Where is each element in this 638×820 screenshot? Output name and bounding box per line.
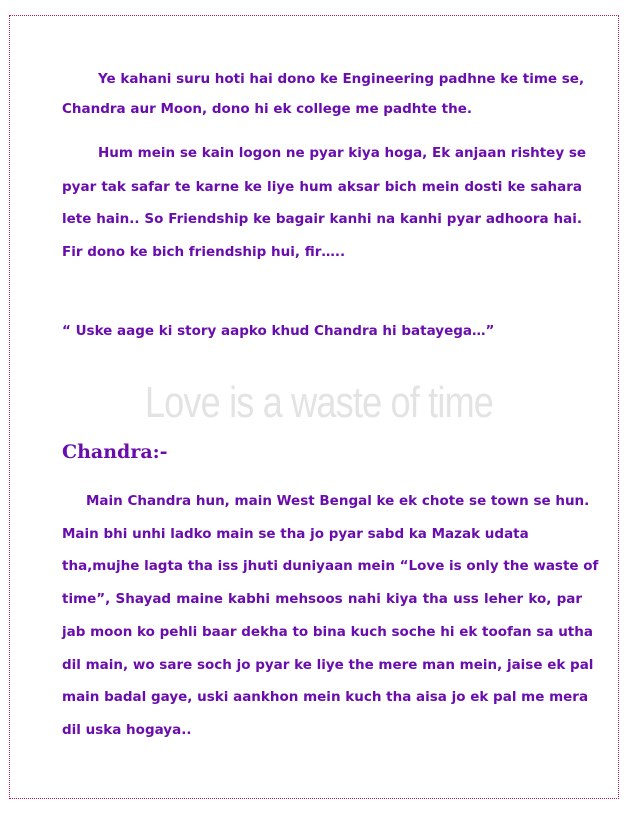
paragraph-2-line-1: Hum mein se kain logon ne pyar kiya hoga, Ek anjaan rishtey se — [98, 145, 587, 161]
paragraph-3-line-2: Main bhi unhi ladko main se tha jo pyar sabd ka Mazak udata — [62, 526, 529, 542]
section-heading: Chandra:- — [62, 441, 168, 463]
quote-line: “ Uske aage ki story aapko khud Chandra hi batayega…” — [62, 323, 495, 339]
paragraph-3-line-4: time”, Shayad maine kabhi mehsoos nahi kiya tha uss leher ko, par — [62, 591, 582, 607]
paragraph-3-line-3: tha,mujhe lagta tha iss jhuti duniyaan mein “Love is only the waste of — [62, 558, 599, 574]
paragraph-3-line-6: dil main, wo sare soch jo pyar ke liye the mere man mein, jaise ek pal — [62, 657, 594, 673]
paragraph-2-line-4: Fir dono ke bich friendship hui, fir….. — [62, 244, 346, 260]
paragraph-1-line-1: Ye kahani suru hoti hai dono ke Engineering padhne ke time se, — [98, 71, 585, 87]
paragraph-3-line-1: Main Chandra hun, main West Bengal ke ek chote se town se hun. — [86, 493, 590, 509]
paragraph-3-line-5: jab moon ko pehli baar dekha to bina kuch soche hi ek toofan sa utha — [62, 624, 593, 640]
paragraph-3-line-8: dil uska hogaya.. — [62, 722, 192, 738]
paragraph-2-line-2: pyar tak safar te karne ke liye hum aksar bich mein dosti ke sahara — [62, 179, 582, 195]
watermark-text: Love is a waste of time — [144, 378, 494, 427]
paragraph-2-line-3: lete hain.. So Friendship ke bagair kanhi na kanhi pyar adhoora hai. — [62, 211, 582, 227]
paragraph-1-line-2: Chandra aur Moon, dono hi ek college me padhte the. — [62, 101, 473, 117]
paragraph-3-line-7: main badal gaye, uski aankhon mein kuch tha aisa jo ek pal me mera — [62, 689, 589, 705]
